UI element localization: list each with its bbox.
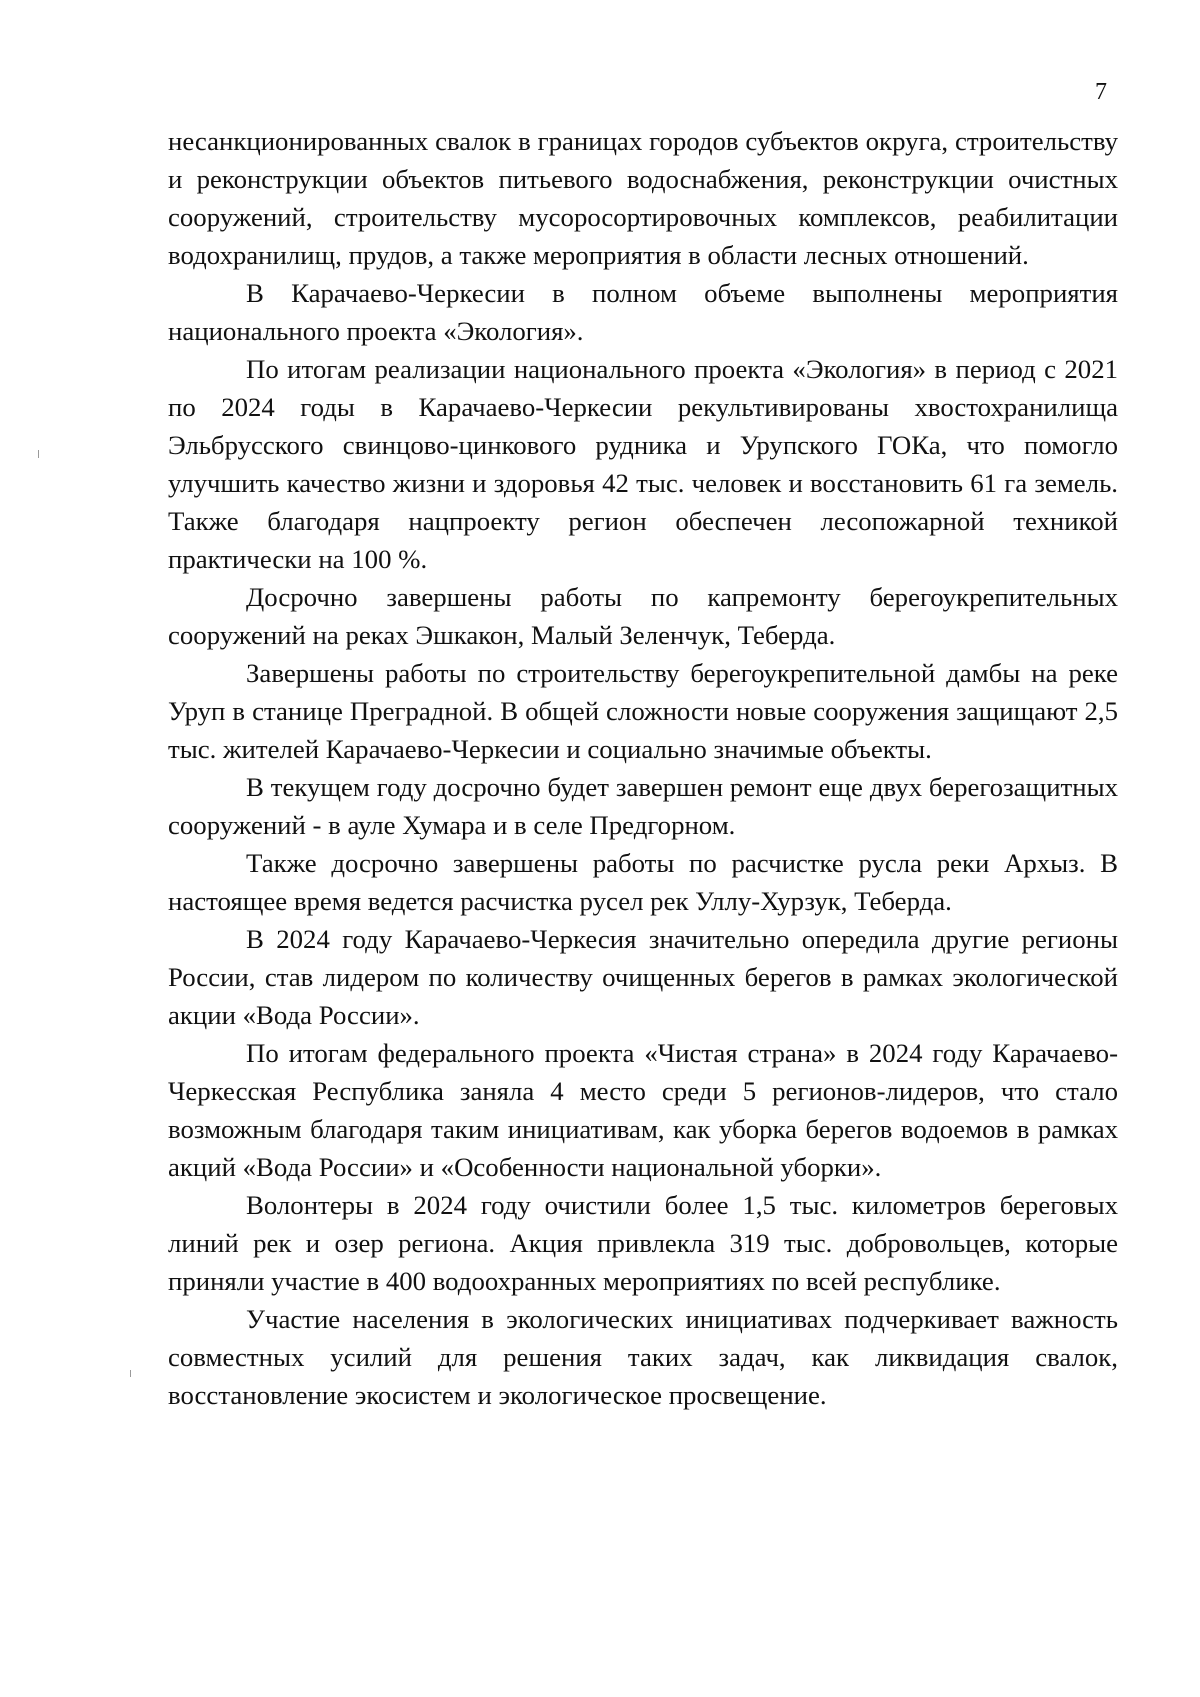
paragraph: Досрочно завершены работы по капремонту берегоукрепительных сооружений на реках Эшкакон, Малый Зеленчук, Теберда. bbox=[168, 582, 1118, 650]
paragraph: По итогам федерального проекта «Чистая страна» в 2024 году Карачаево-Черкесская Республика заняла 4 место среди 5 регионов-лидеров, что стало возможным благодаря таким инициативам, как уборка берегов водоемов в рамках акций «Вода России» и «Особенности национальной уборки». bbox=[168, 1038, 1118, 1182]
document-body bbox=[168, 122, 1118, 1414]
paragraph: Волонтеры в 2024 году очистили более 1,5 тыс. километров береговых линий рек и озер региона. Акция привлекла 319 тыс. добровольцев, которые приняли участие в 400 водоохранных мероприятиях по всей республике. bbox=[168, 1190, 1118, 1296]
paragraph: несанкционированных свалок в границах городов субъектов округа, строительству и реконструкции объектов питьевого водоснабжения, реконструкции очистных сооружений, строительству мусоросортировочных комплексов, реабилитации водохранилищ, прудов, а также мероприятия в области лесных отношений. bbox=[168, 126, 1118, 270]
paragraph: Завершены работы по строительству берегоукрепительной дамбы на реке Уруп в станице Преградной. В общей сложности новые сооружения защищают 2,5 тыс. жителей Карачаево-Черкесии и социально значимые объекты. bbox=[168, 658, 1118, 764]
paragraph: В 2024 году Карачаево-Черкесия значительно опередила другие регионы России, став лидером по количеству очищенных берегов в рамках экологической акции «Вода России». bbox=[168, 924, 1118, 1030]
scan-mark bbox=[38, 450, 39, 458]
paragraph: В текущем году досрочно будет завершен ремонт еще двух берегозащитных сооружений - в ауле Хумара и в селе Предгорном. bbox=[168, 772, 1118, 840]
scan-mark bbox=[130, 1370, 131, 1377]
page-number: 7 bbox=[1095, 79, 1107, 105]
paragraph: В Карачаево-Черкесии в полном объеме выполнены мероприятия национального проекта «Экология». bbox=[168, 278, 1118, 346]
paragraph: Также досрочно завершены работы по расчистке русла реки Архыз. В настоящее время ведется расчистка русел рек Уллу-Хурзук, Теберда. bbox=[168, 848, 1118, 916]
paragraph: По итогам реализации национального проекта «Экология» в период с 2021 по 2024 годы в Карачаево-Черкесии рекультивированы хвостохранилища Эльбрусского свинцово-цинкового рудника и Урупского ГОКа, что помогло улучшить качество жизни и здоровья 42 тыс. человек и восстановить 61 га земель. Также благодаря нацпроекту регион обеспечен лесопожарной техникой практически на 100 %. bbox=[168, 354, 1118, 574]
paragraph: Участие населения в экологических инициативах подчеркивает важность совместных усилий для решения таких задач, как ликвидация свалок, восстановление экосистем и экологическое просвещение. bbox=[168, 1304, 1118, 1410]
